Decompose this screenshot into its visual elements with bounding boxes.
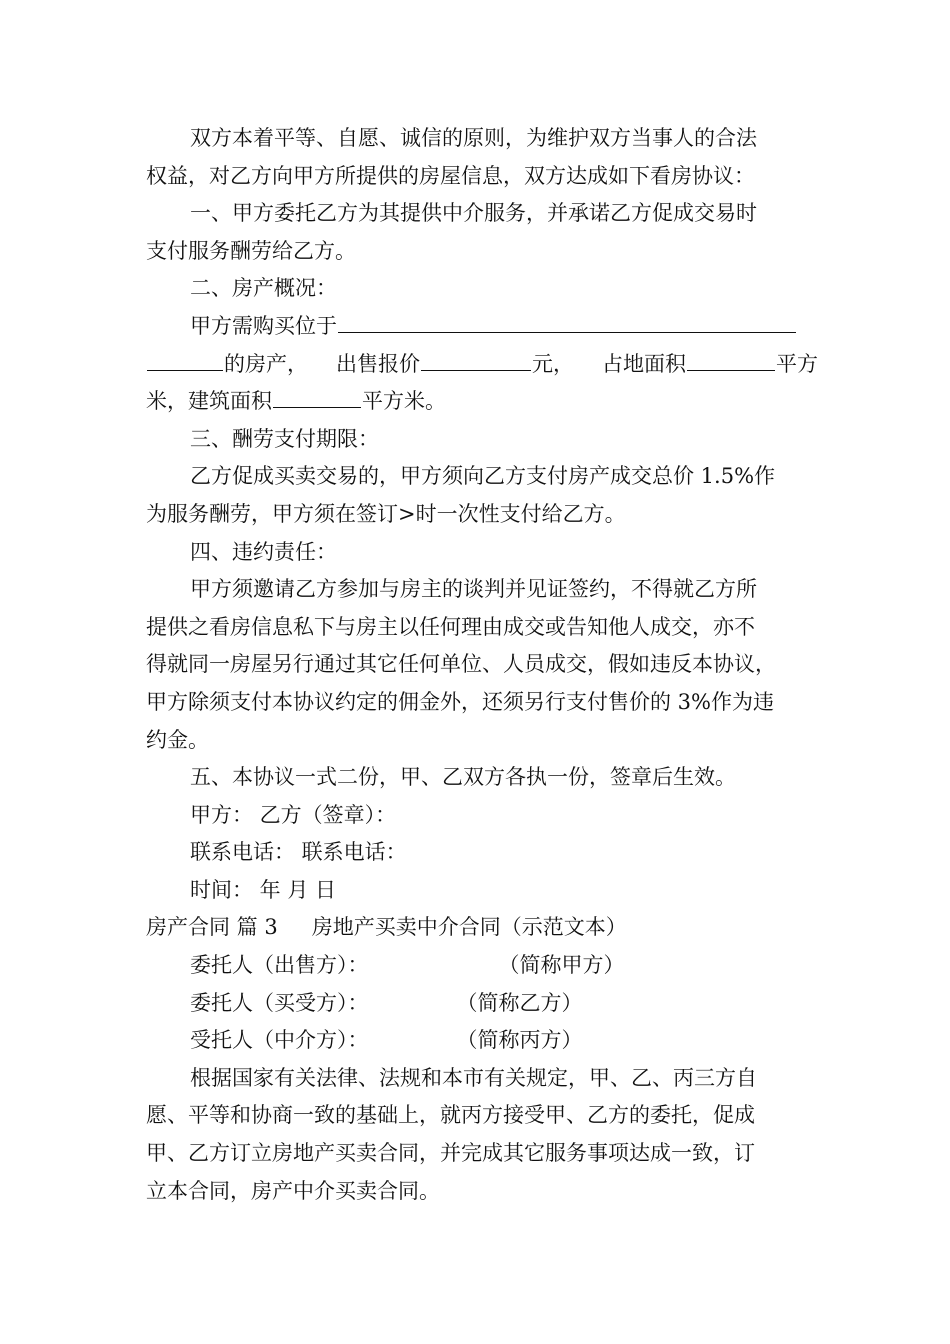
section-title-payment: 三、酬劳支付期限： — [190, 426, 379, 451]
building-area-line: 米，建筑面积 平方米。 — [146, 383, 818, 421]
preamble-line: 立本合同，房产中介买卖合同。 — [146, 1178, 440, 1203]
clause-1-line: 一、甲方委托乙方为其提供中介服务，并承诺乙方促成交易时 — [190, 201, 757, 226]
signature-party-line: 甲方： 乙方（签章）： — [190, 802, 397, 827]
document-page — [146, 120, 818, 1210]
breach-line: 甲方除须支付本协议约定的佣金外，还须另行支付售价的 3%作为违 — [146, 689, 774, 714]
paragraph-line: 双方本着平等、自愿、诚信的原则，为维护双方当事人的合法 — [190, 126, 757, 150]
building-area-blank — [273, 385, 361, 408]
price-row-part: 的房产， — [146, 346, 308, 384]
location-blank-cont — [147, 348, 223, 371]
price-row-part: 出售报价 元， — [336, 346, 574, 384]
clause-1-line: 支付服务酬劳给乙方。 — [146, 238, 356, 263]
preamble-line: 根据国家有关法律、法规和本市有关规定，甲、乙、丙三方自 — [190, 1065, 757, 1090]
contract-heading — [146, 909, 818, 947]
property-location-label: 甲方需购买位于 — [190, 313, 337, 338]
section-title-property: 二、房产概况： — [190, 276, 337, 301]
contract-heading-title: 房地产买卖中介合同（示范文本） — [311, 915, 627, 940]
price-row-part: 占地面积 平方 — [602, 346, 818, 384]
contract-heading-number: 房产合同 篇 3 — [146, 915, 278, 940]
location-blank — [338, 310, 796, 333]
paragraph-line: 权益，对乙方向甲方所提供的房屋信息，双方达成如下看房协议： — [146, 163, 755, 188]
breach-line: 约金。 — [146, 727, 209, 752]
preamble-line: 愿、平等和协商一致的基础上，就丙方接受甲、乙方的委托，促成 — [146, 1103, 755, 1128]
preamble-line: 甲、乙方订立房地产买卖合同，并完成其它服务事项达成一致，订 — [146, 1141, 755, 1166]
payment-line: 为服务酬劳，甲方须在签订>时一次性支付给乙方。 — [146, 501, 626, 526]
agent-line: 受托人（中介方）： （简称丙方） — [190, 1028, 583, 1053]
client-seller-line: 委托人（出售方）： （简称甲方） — [190, 953, 625, 978]
property-price-line — [146, 346, 818, 384]
land-area-blank — [687, 348, 775, 371]
breach-line: 得就同一房屋另行通过其它任何单位、人员成交，假如违反本协议， — [146, 652, 776, 677]
client-buyer-line: 委托人（买受方）： （简称乙方） — [190, 990, 583, 1015]
signature-date-line: 时间： 年 月 日 — [190, 877, 337, 902]
breach-line: 甲方须邀请乙方参加与房主的谈判并见证签约，不得就乙方所 — [190, 577, 757, 602]
section-title-breach: 四、违约责任： — [190, 539, 337, 564]
section-5-line: 五、本协议一式二份，甲、乙双方各执一份，签章后生效。 — [190, 765, 736, 790]
breach-line: 提供之看房信息私下与房主以任何理由成交或告知他人成交，亦不 — [146, 614, 755, 639]
price-blank — [421, 348, 531, 371]
payment-line: 乙方促成买卖交易的，甲方须向乙方支付房产成交总价 1.5%作 — [190, 464, 776, 489]
property-location-line — [146, 308, 818, 346]
signature-phone-line: 联系电话： 联系电话： — [190, 840, 407, 865]
